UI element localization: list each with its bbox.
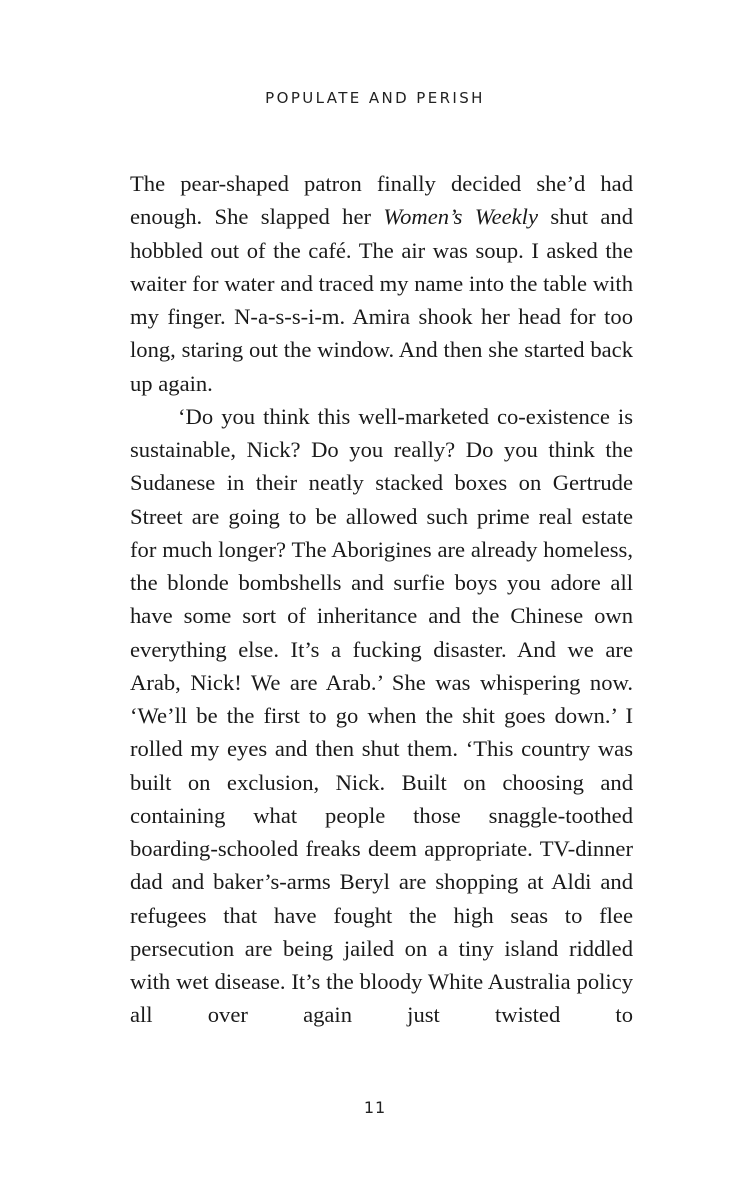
paragraph-1-text-end: shut and hobbled out of the café. The air was soup. I asked the waiter for water and traced my name into the table with my finger. N-a-s-s-i-m. Amira shook her head for too long, staring out the window. And then she started back up again. [130,204,633,396]
magazine-title: Women’s Weekly [383,204,538,230]
page-number: 11 [363,1098,387,1117]
paragraph-2: ‘Do you think this well-marketed co-existence is sustainable, Nick? Do you really? Do you think the Sudanese in their neatly stacked boxes on Gertrude Street are going to be allowed such prime real estate for much longer? The Aborigines are already homeless, the blonde bombshells and surfie boys you adore all have some sort of inheritance and the Chinese own everything else. It’s a fucking disaster. And we are Arab, Nick! We are Arab.’ She was whispering now. ‘We’ll be the first to go when the shit goes down.’ I rolled my eyes and then shut them. ‘This country was built on exclusion, Nick. Built on choosing and containing what people those snaggle-toothed boarding-schooled freaks deem appropriate. TV-dinner dad and baker’s-arms Beryl are shopping at Aldi and refugees that have fought the high seas to flee persecution are being jailed on a tiny island riddled with wet disease. It’s the bloody White Australia policy all over again just twisted to [130,403,633,1028]
running-head: POPULATE AND PERISH [265,89,485,107]
body-text [130,167,633,1032]
paragraph-1-text-start: The pear-shaped patron finally decided she’d had enough. She slapped her [130,171,633,230]
paragraph-1 [130,167,633,400]
